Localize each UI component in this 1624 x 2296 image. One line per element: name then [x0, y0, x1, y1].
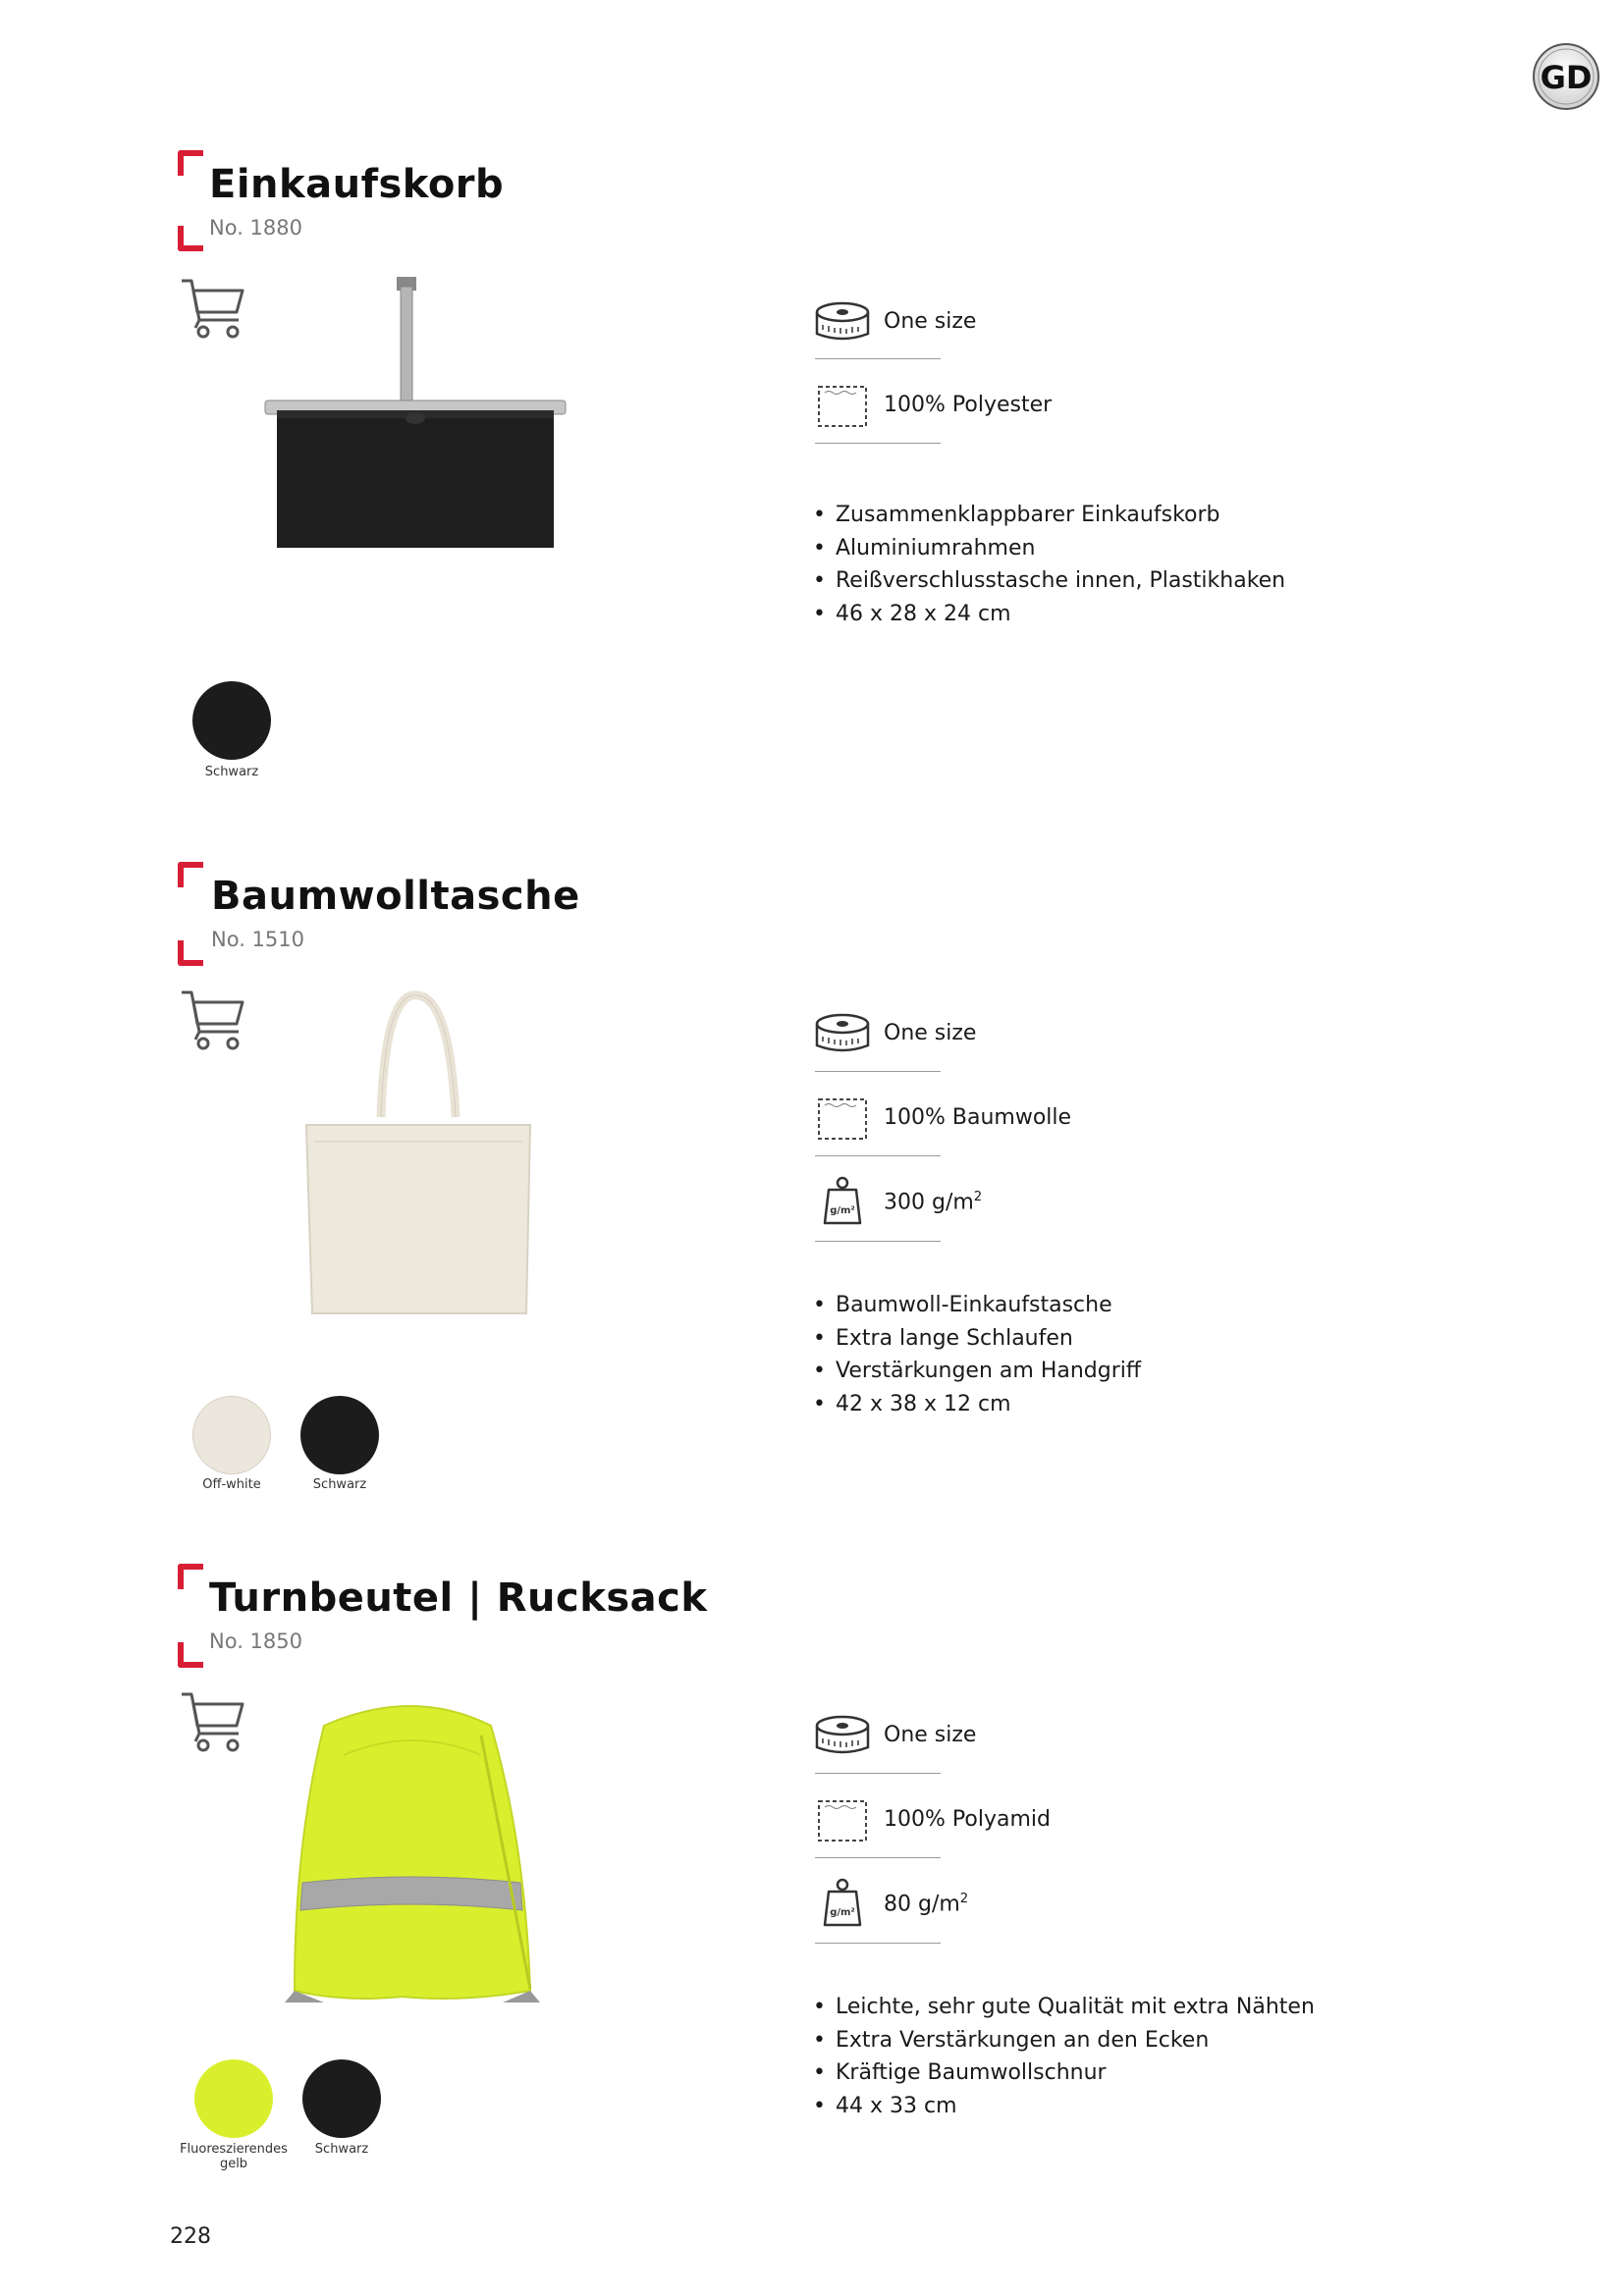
fabric-icon [815, 1095, 870, 1143]
svg-text:g/m²: g/m² [830, 1205, 855, 1216]
product-title: Baumwolltasche [211, 874, 580, 919]
spec-weight: 300 $g/m^2$ [884, 1190, 983, 1215]
feature-list [813, 499, 1285, 630]
spec-divider [815, 1155, 941, 1156]
shopping-cart-icon[interactable] [178, 987, 248, 1053]
brand-logo [1532, 42, 1600, 111]
weight-icon [823, 1878, 878, 1925]
feature-item: • Kräftige Baumwollschnur [813, 2056, 1315, 2090]
article-number: No. 1510 [211, 928, 304, 951]
spec-divider [815, 1241, 941, 1242]
gd-logo-icon [1532, 42, 1600, 111]
spec-size: One size [884, 309, 977, 334]
spec-material: 100% Polyester [884, 393, 1053, 417]
spec-divider [815, 1773, 941, 1774]
feature-item: • Zusammenklappbarer Einkaufskorb [813, 499, 1285, 532]
feature-item: • Leichte, sehr gute Qualität mit extra Nähten [813, 1991, 1315, 2024]
section-bracket-top [178, 862, 203, 887]
spec-divider [815, 1071, 941, 1072]
feature-item: • 42 x 38 x 12 cm [813, 1388, 1141, 1421]
feature-item: • Extra lange Schlaufen [813, 1322, 1141, 1356]
product-title: Einkaufskorb [209, 162, 505, 207]
feature-item: • 46 x 28 x 24 cm [813, 598, 1285, 631]
swatch-label: Schwarz [312, 1477, 367, 1492]
page-number: 228 [170, 2224, 211, 2249]
spec-divider [815, 1943, 941, 1944]
fabric-icon [815, 383, 870, 430]
svg-text:g/m²: g/m² [830, 1907, 855, 1918]
color-swatch-offwhite[interactable] [192, 1396, 271, 1474]
feature-list [813, 1991, 1315, 2122]
spec-size: One size [884, 1021, 977, 1045]
section-bracket-bottom [178, 940, 203, 966]
spec-material: 100% Polyamid [884, 1807, 1051, 1832]
spec-divider [815, 1857, 941, 1858]
feature-item: • Reißverschlusstasche innen, Plastikhaken [813, 564, 1285, 598]
feature-item: • Aluminiumrahmen [813, 532, 1285, 565]
weight-icon [823, 1176, 878, 1223]
shopping-cart-icon[interactable] [178, 275, 248, 342]
section-bracket-bottom [178, 1642, 203, 1668]
spec-size: One size [884, 1723, 977, 1747]
feature-item: • 44 x 33 cm [813, 2090, 1315, 2123]
fabric-icon [815, 1797, 870, 1844]
shopping-cart-icon[interactable] [178, 1688, 248, 1755]
swatch-label: Schwarz [204, 765, 259, 779]
product-image-tote [295, 989, 540, 1327]
product-image-basket [263, 273, 568, 561]
article-number: No. 1880 [209, 216, 302, 240]
measuring-tape-icon [815, 300, 870, 347]
measuring-tape-icon [815, 1012, 870, 1059]
swatch-label: Schwarz [314, 2142, 369, 2157]
swatch-label: Off-white [202, 1477, 261, 1492]
section-bracket-top [178, 1564, 203, 1589]
color-swatch-fluoreszierendes-gelb[interactable] [194, 2059, 273, 2138]
measuring-tape-icon [815, 1714, 870, 1761]
spec-divider [815, 443, 941, 444]
color-swatch-schwarz[interactable] [192, 681, 271, 760]
product-title: Turnbeutel | Rucksack [209, 1575, 708, 1621]
feature-item: • Verstärkungen am Handgriff [813, 1355, 1141, 1388]
feature-item: • Baumwoll-Einkaufstasche [813, 1289, 1141, 1322]
section-bracket-bottom [178, 226, 203, 251]
swatch-label: Fluoreszierendes gelb [180, 2142, 288, 2171]
svg-text:GD: GD [1540, 59, 1593, 96]
spec-weight: 80 $g/m^2$ [884, 1892, 969, 1917]
feature-item: • Extra Verstärkungen an den Ecken [813, 2024, 1315, 2057]
color-swatch-schwarz[interactable] [300, 1396, 379, 1474]
article-number: No. 1850 [209, 1629, 302, 1653]
product-image-backpack [285, 1696, 540, 2014]
feature-list [813, 1289, 1141, 1420]
spec-material: 100% Baumwolle [884, 1105, 1072, 1130]
color-swatch-schwarz[interactable] [302, 2059, 381, 2138]
section-bracket-top [178, 150, 203, 176]
spec-divider [815, 358, 941, 359]
